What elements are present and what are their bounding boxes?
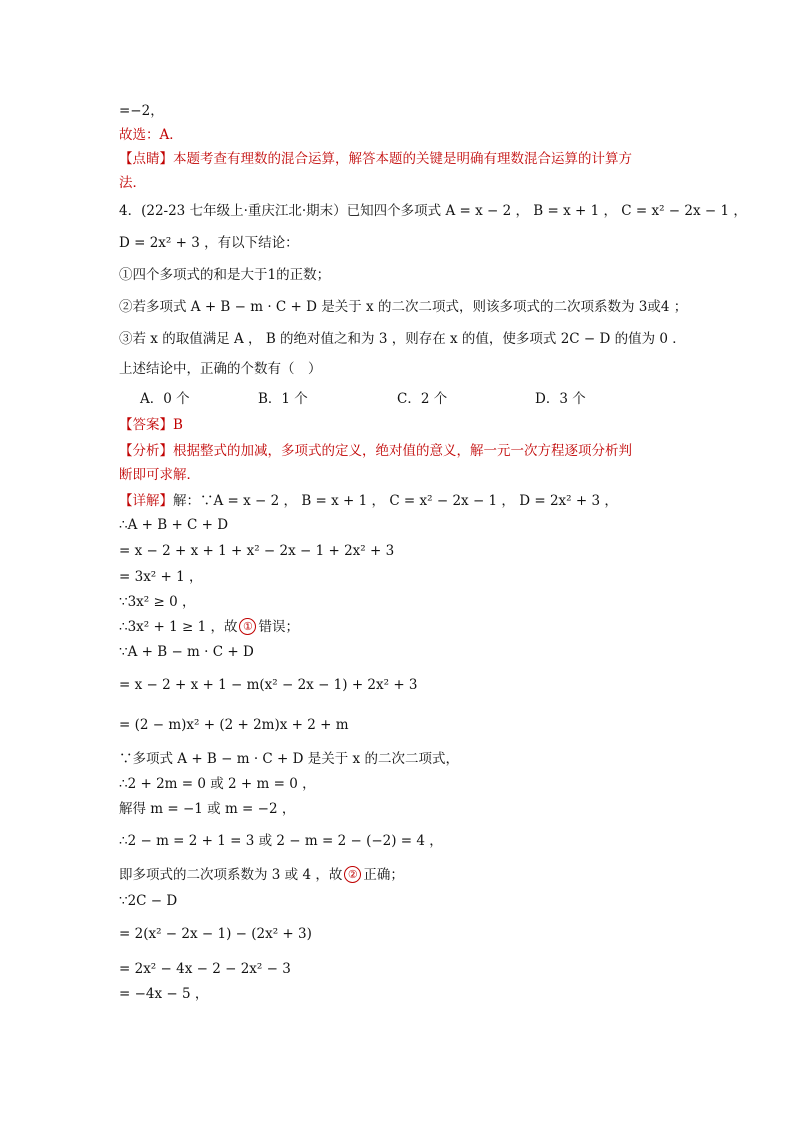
- circled-number-2: ②: [344, 866, 361, 883]
- step-7: = x − 2 + x + 1 − m(x² − 2x − 1) + 2x² + 3: [119, 677, 418, 693]
- conclusion-2: ②若多项式 A + B − m · C + D 是关于 x 的二次二项式，则该多项式的二次项系数为 3或4 ；: [119, 299, 688, 315]
- question-line-2: D = 2x² + 3 ，有以下结论：: [119, 235, 299, 251]
- detail-first-line: [119, 492, 618, 510]
- step-4: ∵3x² ≥ 0 ，: [119, 594, 196, 610]
- prev-result-line: =−2，: [119, 103, 164, 119]
- comment-tail: 法．: [119, 175, 146, 191]
- option-c: C．2 个: [397, 391, 448, 407]
- step-8: = (2 − m)x² + (2 + 2m)x + 2 + m: [119, 717, 349, 733]
- detail-first: 解：∵A = x − 2 ， B = x + 1 ， C = x² − 2x − 1 ， D = 2x² + 3 ，: [173, 493, 618, 509]
- step-13: [119, 866, 404, 884]
- step-5-result: 错误；: [258, 619, 299, 635]
- step-3: = 3x² + 1 ，: [119, 569, 203, 585]
- option-b: B．1 个: [258, 391, 308, 407]
- step-11: 解得 m = −1 或 m = −2 ，: [119, 801, 296, 817]
- step-5: [119, 618, 299, 636]
- step-10: ∴2 + 2m = 0 或 2 + m = 0 ，: [119, 776, 316, 792]
- comment-line: [119, 150, 632, 168]
- question-ask: 上述结论中，正确的个数有（ ）: [119, 361, 322, 377]
- answer-value: B: [173, 417, 183, 433]
- step-12: ∴2 − m = 2 + 1 = 3 或 2 − m = 2 − (−2) = 4 ，: [119, 833, 443, 849]
- detail-tag: 【详解】: [119, 493, 173, 509]
- step-2: = x − 2 + x + 1 + x² − 2x − 1 + 2x² + 3: [119, 543, 395, 559]
- step-15: = 2(x² − 2x − 1) − (2x² + 3): [119, 926, 312, 942]
- analysis-tail: 断即可求解．: [119, 467, 200, 483]
- comment-text: 本题考查有理数的混合运算，解答本题的关键是明确有理数混合运算的计算方: [173, 151, 632, 167]
- question-line-1: 4．(22-23 七年级上·重庆江北·期末）已知四个多项式 A = x − 2 ， B = x + 1 ， C = x² − 2x − 1 ，: [119, 203, 747, 219]
- answer-tag: 【答案】: [119, 417, 173, 433]
- step-9: ∵多项式 A + B − m · C + D 是关于 x 的二次二项式，: [119, 751, 459, 767]
- step-13-text: 即多项式的二次项系数为 3 或 4 ，故: [119, 867, 343, 883]
- step-1: ∴A + B + C + D: [119, 517, 229, 533]
- option-a: A．0 个: [140, 391, 190, 407]
- conclusion-3: ③若 x 的取值满足 A ， B 的绝对值之和为 3 ，则存在 x 的值，使多项式 2C − D 的值为 0 ．: [119, 331, 686, 347]
- circled-number-1: ①: [239, 618, 256, 635]
- prev-choice-line: 故选：A．: [119, 127, 183, 143]
- step-5-text: ∴3x² + 1 ≥ 1 ，故: [119, 619, 238, 635]
- analysis-text: 根据整式的加减，多项式的定义，绝对值的意义，解一元一次方程逐项分析判: [173, 443, 632, 459]
- option-d: D．3 个: [535, 391, 586, 407]
- analysis-tag: 【分析】: [119, 443, 173, 459]
- analysis-line: [119, 442, 632, 460]
- conclusion-1: ①四个多项式的和是大于1的正数；: [119, 267, 331, 283]
- step-16: = 2x² − 4x − 2 − 2x² − 3: [119, 961, 291, 977]
- step-14: ∵2C − D: [119, 893, 178, 909]
- step-13-result: 正确；: [363, 867, 404, 883]
- answer-line: [119, 416, 183, 434]
- comment-tag: 【点睛】: [119, 151, 173, 167]
- step-6: ∵A + B − m · C + D: [119, 644, 254, 660]
- step-17: = −4x − 5 ，: [119, 986, 209, 1002]
